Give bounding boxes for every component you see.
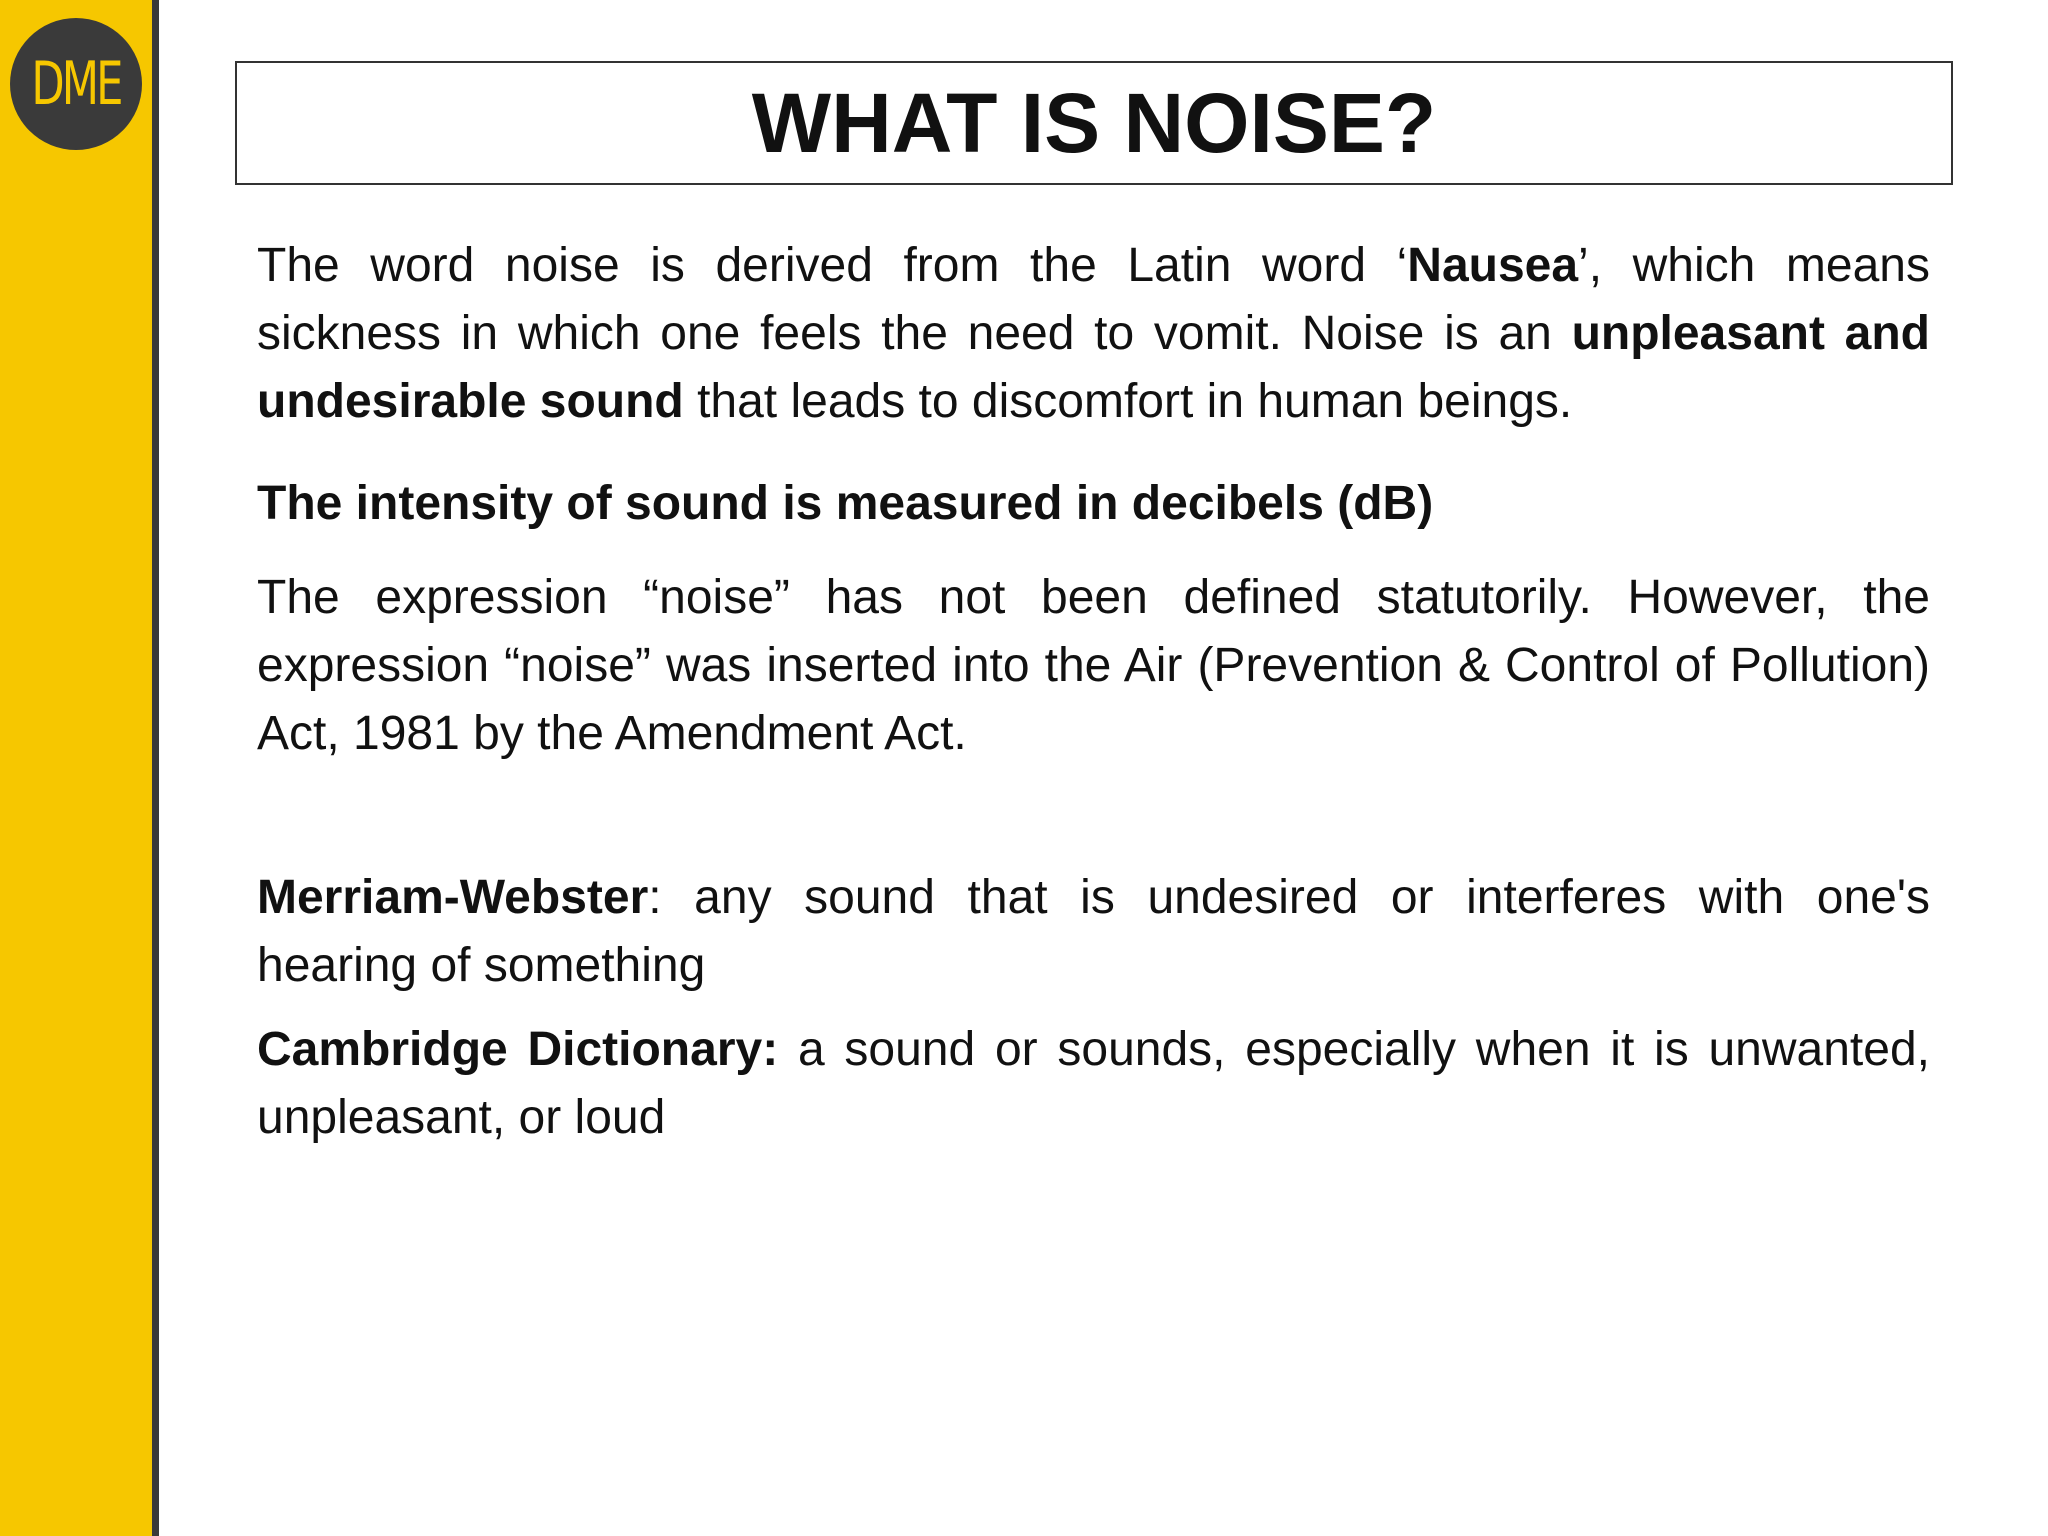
- merriam-webster-definition: [257, 864, 1930, 1000]
- para1-bold-sound: unpleasant and undesirable sound: [257, 307, 1930, 428]
- title-box: [235, 61, 1953, 185]
- logo-text: DME: [31, 49, 121, 119]
- para1-bold-nausea: Nausea: [1407, 239, 1579, 292]
- para1-text-3: that leads to discomfort in human beings.: [683, 375, 1573, 428]
- intensity-heading: The intensity of sound is measured in decibels (dB): [257, 477, 1434, 530]
- sidebar-strip: [0, 0, 159, 1536]
- dme-logo: [10, 18, 142, 150]
- slide-content: [257, 232, 1930, 1152]
- statutory-paragraph: The expression “noise” has not been defined statutorily. However, the expression “noise” was inserted into the Air (Prevention & Control of Pollution) Act, 1981 by the Amendment Act.: [257, 571, 1930, 760]
- noise-definition-paragraph: [257, 232, 1930, 436]
- cambridge-text: a sound or sounds, especially when it is unwanted, unpleasant, or loud: [257, 1023, 1930, 1144]
- merriam-webster-text: : any sound that is undesired or interferes with one's hearing of something: [257, 871, 1930, 992]
- para1-text-2: ’, which means sickness in which one feels the need to vomit. Noise is an: [257, 239, 1930, 360]
- para1-text-1: The word noise is derived from the Latin word ‘: [257, 239, 1408, 292]
- page-title: WHAT IS NOISE?: [751, 75, 1437, 170]
- cambridge-label: Cambridge Dictionary:: [257, 1023, 779, 1076]
- merriam-webster-label: Merriam-Webster: [257, 871, 649, 924]
- cambridge-definition: [257, 1016, 1930, 1152]
